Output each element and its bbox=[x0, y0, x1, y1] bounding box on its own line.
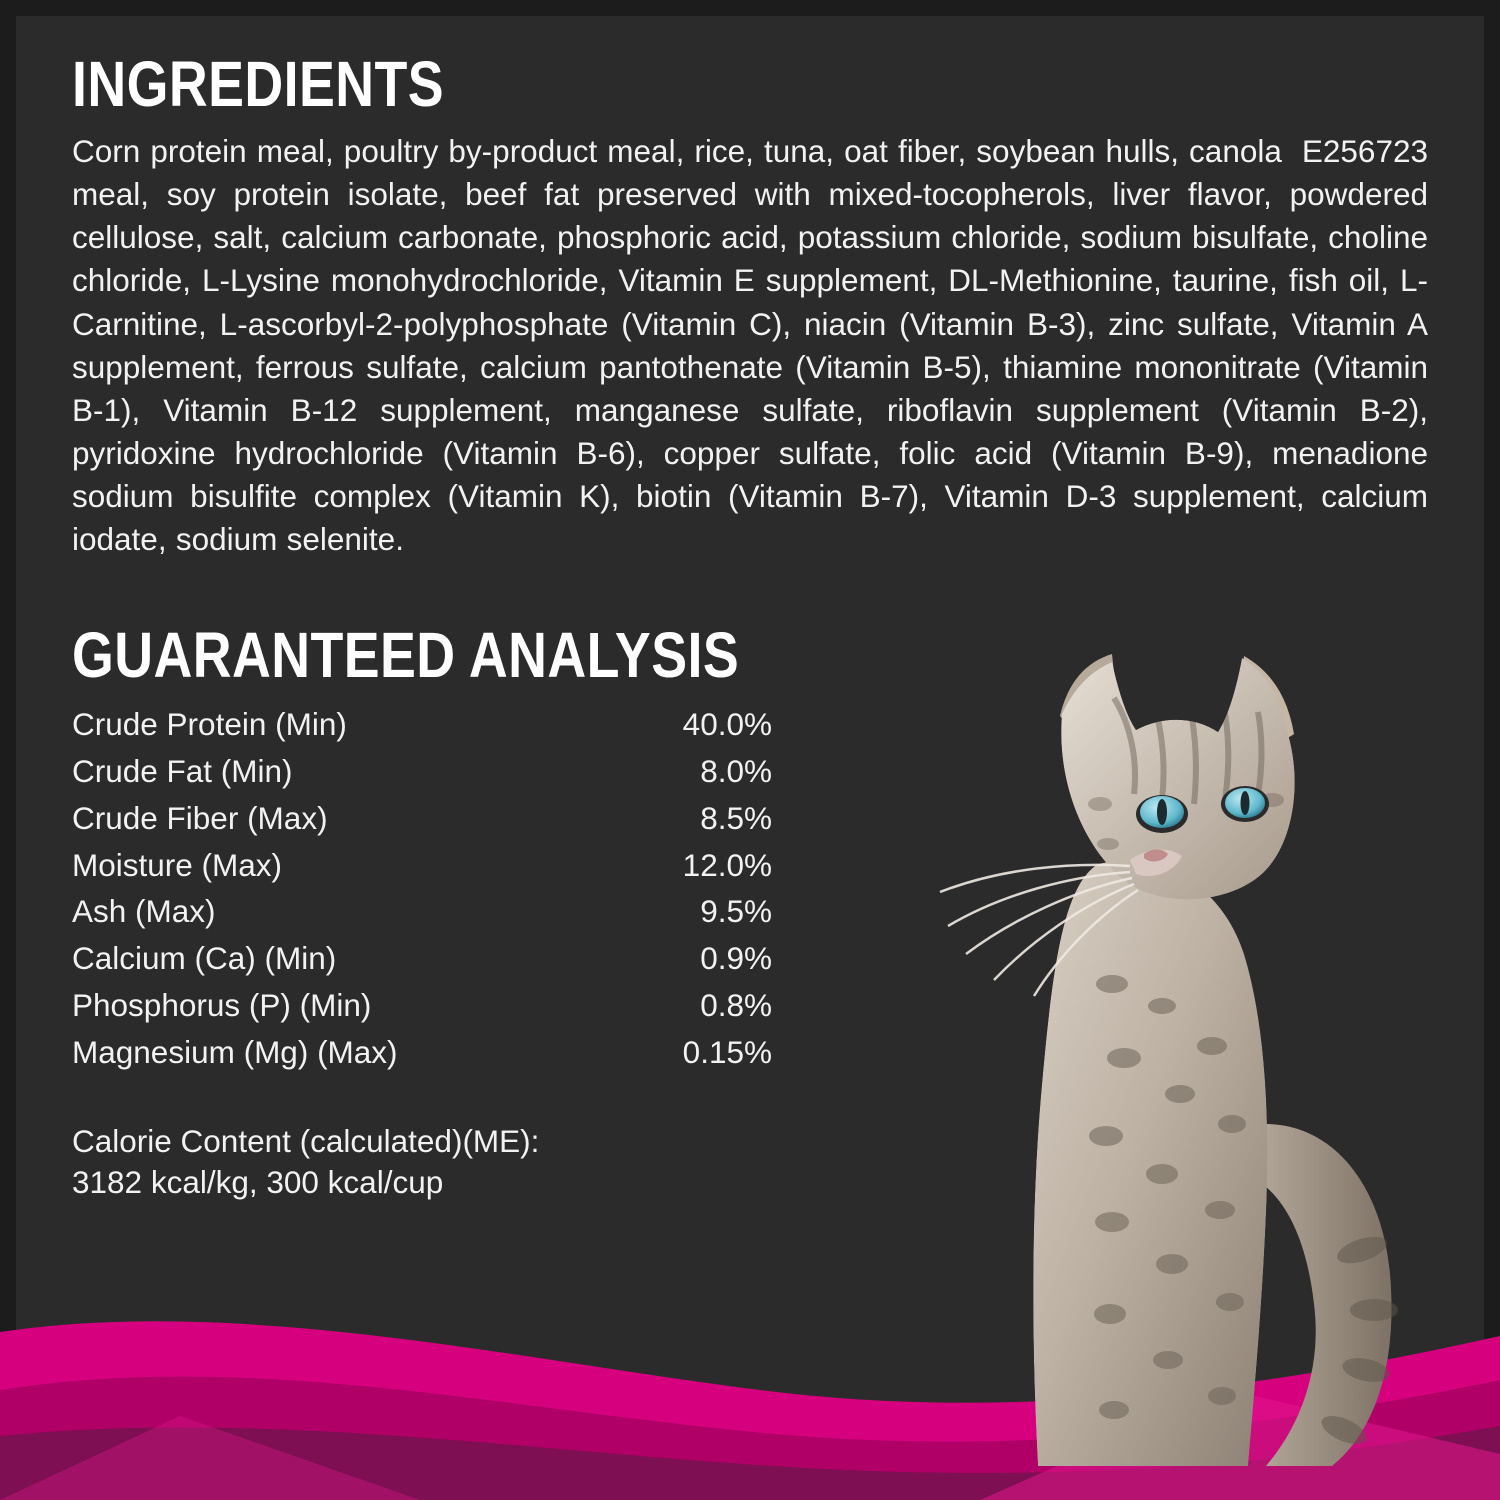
ingredients-text: Corn protein meal, poultry by-product meal, rice, tuna, oat fiber, soybean hulls, canola meal, soy protein isolate, beef fat preserved with mixed-tocopherols, liver flavor, powdered cellulose, salt, calcium carbonate, phosphoric acid, potassium chloride, sodium bisulfate, choline chloride, L-Lysine monohydrochloride, Vitamin E supplement, DL-Methionine, taurine, fish oil, L-Carnitine, L-ascorbyl-2-polyphosphate (Vitamin C), niacin (Vitamin B-3), zinc sulfate, Vitamin A supplement, ferrous sulfate, calcium pantothenate (Vitamin B-5), thiamine mononitrate (Vitamin B-1), Vitamin B-12 supplement, manganese sulfate, riboflavin supplement (Vitamin B-2), pyridoxine hydrochloride (Vitamin B-6), copper sulfate, folic acid (Vitamin B-9), menadione sodium bisulfite complex (Vitamin K), biotin (Vitamin B-7), Vitamin D-3 supplement, calcium iodate, sodium selenite. bbox=[72, 133, 1428, 558]
ingredients-paragraph bbox=[72, 130, 1428, 561]
nutrient-label: Moisture (Max) bbox=[72, 846, 283, 883]
guaranteed-analysis-section bbox=[72, 619, 1428, 1204]
guaranteed-analysis-table bbox=[72, 701, 772, 1076]
calorie-content-label: Calorie Content (calculated)(ME): bbox=[72, 1122, 540, 1159]
nutrient-value: 0.8% bbox=[700, 987, 772, 1024]
nutrient-label: Crude Fat (Min) bbox=[72, 752, 293, 789]
nutrient-value: 0.9% bbox=[700, 940, 772, 977]
table-row bbox=[72, 889, 772, 936]
nutrient-label: Crude Protein (Min) bbox=[72, 705, 347, 742]
nutrient-value: 12.0% bbox=[682, 846, 772, 883]
calorie-content-value: 3182 kcal/kg, 300 kcal/cup bbox=[72, 1164, 444, 1201]
frame-edge-right bbox=[1484, 0, 1500, 1500]
frame-edge-bottom bbox=[0, 1484, 1500, 1500]
table-row bbox=[72, 842, 772, 889]
nutrient-label: Phosphorus (P) (Min) bbox=[72, 987, 372, 1024]
table-row bbox=[72, 795, 772, 842]
frame-edge-top bbox=[0, 0, 1500, 16]
nutrient-value: 40.0% bbox=[682, 705, 772, 742]
table-row bbox=[72, 1030, 772, 1077]
nutrient-label: Ash (Max) bbox=[72, 893, 216, 930]
nutrient-label: Crude Fiber (Max) bbox=[72, 799, 328, 836]
nutrient-value: 9.5% bbox=[700, 893, 772, 930]
lot-code: E256723 bbox=[1301, 133, 1428, 169]
nutrient-label: Magnesium (Mg) (Max) bbox=[72, 1034, 398, 1071]
calorie-content-block bbox=[72, 1121, 772, 1205]
table-row bbox=[72, 983, 772, 1030]
nutrient-value: 8.5% bbox=[700, 799, 772, 836]
guaranteed-analysis-heading: GUARANTEED ANALYSIS bbox=[72, 619, 740, 692]
nutrient-label: Calcium (Ca) (Min) bbox=[72, 940, 337, 977]
table-row bbox=[72, 936, 772, 983]
frame-edge-left bbox=[0, 0, 16, 1500]
table-row bbox=[72, 701, 772, 748]
table-row bbox=[72, 748, 772, 795]
nutrient-value: 8.0% bbox=[700, 752, 772, 789]
ingredients-heading: INGREDIENTS bbox=[72, 48, 445, 120]
nutrient-value: 0.15% bbox=[682, 1034, 772, 1071]
label-content bbox=[72, 48, 1428, 1204]
